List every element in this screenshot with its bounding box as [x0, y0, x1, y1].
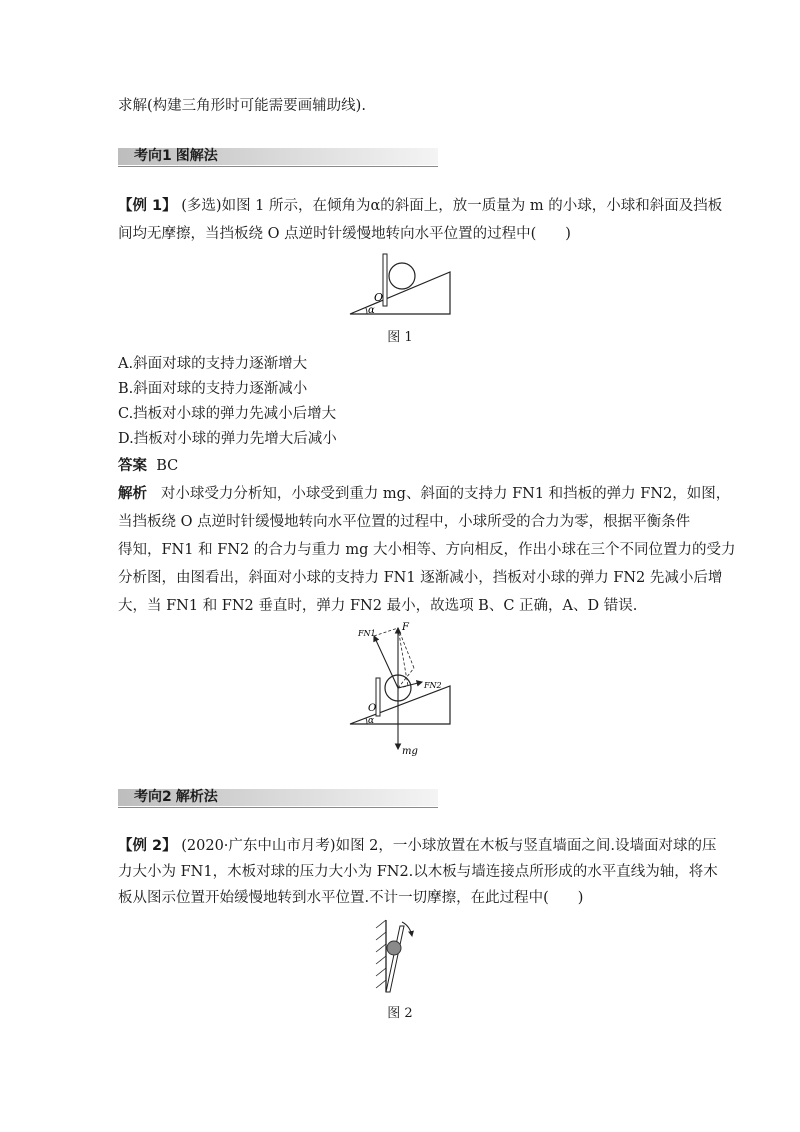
force-label-O: O — [368, 703, 377, 714]
example1-line2: 间均无摩擦，当挡板绕 O 点逆时针缓慢地转向水平位置的过程中( ) — [118, 226, 571, 242]
section-title: 图解法 — [175, 148, 218, 164]
analysis-line-4: 分析图，由图看出，斜面对小球的支持力 FN1 逐渐减小，挡板对小球的弹力 FN2 先减小后增 — [118, 570, 723, 586]
force-diagram — [340, 616, 465, 758]
example-label: 【例 1】 — [118, 198, 177, 214]
option-a: A.斜面对球的支持力逐渐增大 — [118, 356, 308, 372]
example1-line1: 【例 1】 (多选)如图 1 所示，在倾角为α的斜面上，放一质量为 m 的小球，小球和斜面及挡板 — [118, 198, 723, 214]
option-c: C.挡板对小球的弹力先减小后增大 — [118, 406, 337, 422]
section-title: 解析法 — [175, 789, 218, 805]
analysis-line-2: 当挡板绕 O 点逆时针缓慢地转向水平位置的过程中，小球所受的合力为零，根据平衡条件 — [118, 514, 691, 530]
analysis-label: 解析 — [118, 486, 147, 502]
answer-value: BC — [156, 458, 179, 474]
example-label: 【例 2】 — [118, 838, 177, 854]
force-label-F: F — [402, 622, 409, 633]
section-header-2 — [118, 789, 438, 811]
section-header-1 — [118, 148, 438, 170]
section-number: 考向2 — [134, 789, 172, 805]
example2-line3: 板从图示位置开始缓慢地转到水平位置.不计一切摩擦，在此过程中( ) — [118, 890, 584, 906]
analysis-line-5: 大，当 FN1 和 FN2 垂直时，弹力 FN2 最小，故选项 B、C 正确，A、D 错误. — [118, 598, 638, 614]
intro-text: 求解(构建三角形时可能需要画辅助线). — [118, 98, 366, 114]
section-number: 考向1 — [134, 148, 172, 164]
option-b: B.斜面对球的支持力逐渐减小 — [118, 381, 308, 397]
fig1-label-alpha: α — [368, 305, 375, 316]
fig1-label-O: O — [374, 291, 384, 304]
force-label-mg: mg — [402, 746, 418, 757]
figure-1-diagram — [345, 250, 455, 318]
example2-line1: 【例 2】 (2020·广东中山市月考)如图 2，一小球放置在木板与竖直墙面之间.设墙面对球的压 — [118, 838, 717, 854]
answer-label: 答案 — [118, 458, 147, 474]
example2-line2: 力大小为 FN1，木板对球的压力大小为 FN2.以木板与墙连接点所形成的水平直线为轴，将木 — [118, 864, 718, 880]
figure-2-caption: 图 2 — [387, 1006, 413, 1021]
figure-2-diagram — [372, 916, 424, 996]
figure-1-caption: 图 1 — [387, 330, 413, 345]
force-label-alpha: α — [368, 716, 375, 726]
analysis-line-1: 解析 对小球受力分析知，小球受到重力 mg、斜面的支持力 FN1 和挡板的弹力 FN2，如图， — [118, 486, 731, 502]
analysis-line-3: 得知，FN1 和 FN2 的合力与重力 mg 大小相等、方向相反，作出小球在三个不同位置力的受力 — [118, 542, 736, 558]
option-d: D.挡板对小球的弹力先增大后减小 — [118, 431, 337, 447]
force-label-FN2: FN2 — [424, 681, 442, 690]
answer-line — [118, 456, 178, 476]
force-label-FN1: FN1 — [358, 629, 376, 638]
